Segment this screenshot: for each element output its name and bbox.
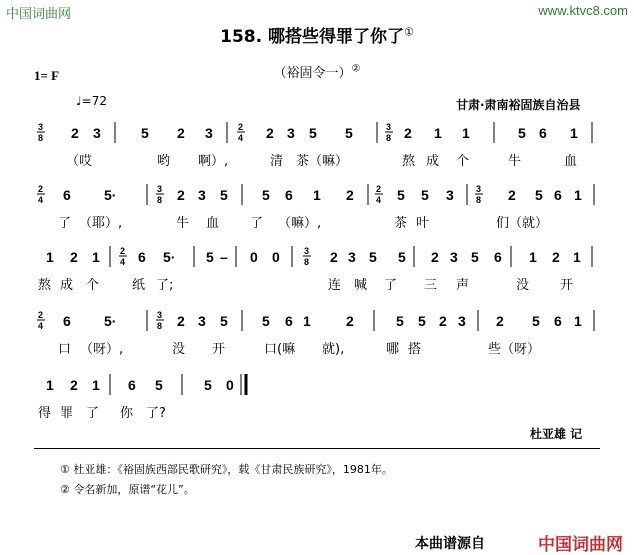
lyric: 们（就） [496, 216, 549, 231]
time-signature-top: 2 [238, 122, 244, 132]
note: 2 [70, 377, 78, 393]
note: 5 [204, 377, 212, 393]
time-signature-bottom: 8 [38, 133, 44, 143]
recorder-credit: 杜亚雄 记 [530, 427, 583, 441]
note: 6 [554, 187, 562, 203]
note: 3 [450, 249, 458, 265]
lyric: 成 [426, 154, 440, 169]
lyric: 开 [560, 278, 574, 293]
time-signature-top: 2 [120, 246, 126, 256]
lyric: 得 [38, 406, 52, 421]
lyric: 茶（嘛） [296, 154, 349, 169]
note: 5 [345, 125, 353, 141]
note: 3 [287, 125, 295, 141]
note: 3 [93, 125, 101, 141]
note: 5 [418, 313, 426, 329]
lyric: 了 [86, 406, 100, 421]
watermark-site-url: www.ktvc8.com [538, 3, 628, 18]
note: 3 [348, 249, 356, 265]
lyric: 牛 [176, 216, 190, 231]
watermark-site-name: 中国词曲网 [6, 7, 72, 22]
time-signature-bottom: 8 [304, 257, 310, 267]
lyric: 茶 [394, 216, 408, 231]
time-signature-bottom: 8 [157, 321, 163, 331]
note: 0 [226, 377, 234, 393]
note: 5 [398, 249, 406, 265]
lyric: 牛 [508, 154, 522, 169]
lyric: 熬 [38, 278, 52, 293]
time-signature-top: 3 [476, 184, 482, 194]
lyric: （耶）, [79, 216, 123, 231]
note: 3 [205, 125, 213, 141]
note: 5 [532, 313, 540, 329]
footnote-divider [34, 448, 600, 449]
lyric: 你 [120, 406, 134, 421]
lyric: 叶 [416, 216, 430, 231]
footnote-mark-2: ② [351, 63, 361, 75]
lyric: 血 [206, 216, 220, 231]
lyric: 了 [250, 216, 264, 231]
note: 5 [206, 249, 214, 265]
lyric: 清 [270, 154, 284, 169]
note: 5 [220, 187, 228, 203]
note: 1 [303, 313, 311, 329]
song-subtitle-text: （裕固令一） [273, 66, 352, 81]
time-signature-bottom: 4 [376, 195, 382, 205]
time-signature-top: 2 [38, 310, 44, 320]
note: 3 [198, 313, 206, 329]
note: 5 [369, 249, 377, 265]
source-site: 中国词曲网 [538, 535, 623, 555]
lyric: 没 [172, 342, 186, 357]
note: 2 [552, 249, 560, 265]
note: 6 [539, 125, 547, 141]
song-title-text: 158. 哪搭些得罪了你了 [220, 27, 404, 47]
note: 5· [163, 249, 176, 265]
time-signature-top: 3 [38, 122, 44, 132]
note: 1 [46, 249, 54, 265]
time-signature-bottom: 4 [38, 195, 44, 205]
note: 2 [177, 125, 185, 141]
note: 5 [471, 249, 479, 265]
note: 5 [518, 125, 526, 141]
time-signature-top: 3 [386, 122, 392, 132]
note: 6 [63, 187, 71, 203]
lyric: 就), [322, 342, 345, 357]
note: 5 [535, 187, 543, 203]
note: 1 [434, 125, 442, 141]
note: 2 [71, 125, 79, 141]
note: 5 [309, 125, 317, 141]
note: 1 [46, 377, 54, 393]
lyric: 啊）, [198, 154, 229, 169]
note: 1 [574, 187, 582, 203]
footnote-2: ② 令名新加，原谱“花儿”。 [60, 483, 195, 496]
lyric: 了? [146, 406, 166, 421]
lyric: 熬 [402, 154, 416, 169]
note: 2 [177, 313, 185, 329]
lyric: 声 [456, 278, 470, 293]
note: 5 [141, 125, 149, 141]
note: 1 [462, 125, 470, 141]
note: 6 [138, 249, 146, 265]
lyric: 纸 [132, 278, 146, 293]
note: 5 [262, 313, 270, 329]
note: 1 [529, 249, 537, 265]
lyric: 口 [58, 342, 72, 357]
note: 5· [104, 187, 117, 203]
time-signature-top: 2 [376, 184, 382, 194]
time-signature-top: 3 [157, 310, 163, 320]
note: 5 [220, 313, 228, 329]
lyric: 了; [156, 278, 174, 293]
note: 1 [570, 125, 578, 141]
note: 2 [404, 125, 412, 141]
note: 1 [573, 249, 581, 265]
footnote-1: ① 杜亚雄：《裕固族西部民歌研究》，载《甘肃民族研究》，1981年。 [60, 463, 393, 476]
lyric: （哎 [66, 154, 93, 169]
note: 2 [508, 187, 516, 203]
lyric: 了 [384, 278, 398, 293]
note: – [220, 249, 228, 265]
note: 1 [92, 249, 100, 265]
footnote-mark-1: ① [404, 25, 414, 39]
time-signature-top: 2 [38, 184, 44, 194]
source-label: 本曲谱源自 [415, 536, 485, 552]
note: 2 [177, 187, 185, 203]
note: 2 [496, 313, 504, 329]
lyric: 罪 [60, 406, 74, 421]
note: 5 [262, 187, 270, 203]
note: 2 [439, 313, 447, 329]
note: 2 [330, 249, 338, 265]
lyric: （嘛）, [278, 216, 322, 231]
note: 6 [285, 187, 293, 203]
key-signature: 1= F [34, 68, 60, 83]
note: 2 [346, 313, 354, 329]
note: 1 [574, 313, 582, 329]
lyric: 哪 [386, 342, 400, 357]
time-signature-bottom: 8 [386, 133, 392, 143]
lyric: （呀）, [80, 342, 124, 357]
lyric: 个 [86, 278, 100, 293]
note: 6 [63, 313, 71, 329]
note: 6 [494, 249, 502, 265]
lyric: 喊 [354, 278, 368, 293]
time-signature-top: 3 [304, 246, 310, 256]
note: 2 [266, 125, 274, 141]
time-signature-bottom: 8 [476, 195, 482, 205]
note: 0 [250, 249, 258, 265]
time-signature-bottom: 4 [38, 321, 44, 331]
lyric: 了 [58, 216, 72, 231]
note: 2 [346, 187, 354, 203]
note: 5 [397, 187, 405, 203]
lyric: 血 [564, 154, 578, 169]
note: 5 [396, 313, 404, 329]
tempo-marking: ♩=72 [76, 94, 107, 108]
lyric: 没 [516, 278, 530, 293]
lyric: 连 [328, 278, 342, 293]
time-signature-top: 3 [157, 184, 163, 194]
note: 5 [421, 187, 429, 203]
note: 2 [70, 249, 78, 265]
note: 0 [272, 249, 280, 265]
lyric: 口(嘛 [264, 342, 296, 357]
lyric: 开 [212, 342, 226, 357]
time-signature-bottom: 4 [120, 257, 126, 267]
lyric: 些（呀） [488, 342, 541, 357]
note: 3 [458, 313, 466, 329]
note: 3 [198, 187, 206, 203]
time-signature-bottom: 4 [238, 133, 244, 143]
lyric: 成 [60, 278, 74, 293]
lyric: 三 [424, 278, 438, 293]
note: 5 [155, 377, 163, 393]
time-signature-bottom: 8 [157, 195, 163, 205]
note: 1 [92, 377, 100, 393]
note: 6 [554, 313, 562, 329]
lyric: 搭 [408, 342, 422, 357]
note: 6 [128, 377, 136, 393]
note: 5· [104, 313, 117, 329]
note: 3 [446, 187, 454, 203]
note: 6 [285, 313, 293, 329]
note: 2 [431, 249, 439, 265]
note: 1 [313, 187, 321, 203]
lyric: 哟 [157, 154, 171, 169]
song-region: 甘肃·肃南裕固族自治县 [456, 98, 581, 112]
lyric: 个 [456, 154, 470, 169]
